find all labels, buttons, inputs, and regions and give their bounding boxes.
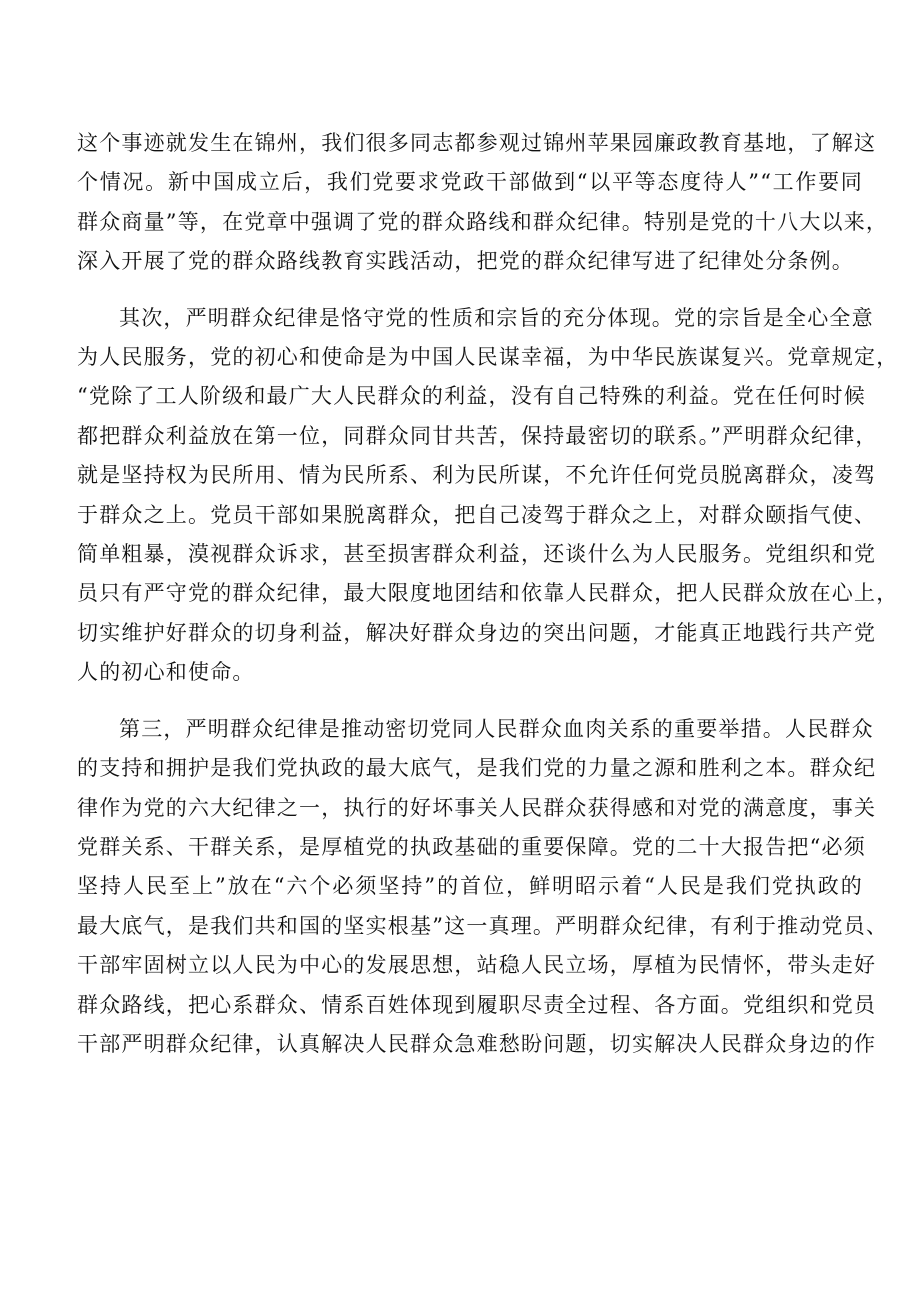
paragraph-line: 群众路线，把心系群众、情系百姓体现到履职尽责全过程、各方面。党组织和党员 (77, 992, 877, 1017)
paragraph-line: 的支持和拥护是我们党执政的最大底气，是我们党的力量之源和胜利之本。群众纪 (77, 756, 877, 781)
paragraph-line: 最大底气，是我们共和国的坚实根基”这一真理。严明群众纪律，有利于推动党员、 (77, 913, 889, 938)
paragraph-3 (77, 710, 889, 1065)
paragraph-line: 深入开展了党的群众路线教育实践活动，把党的群众纪律写进了纪律处分条例。 (77, 249, 854, 274)
paragraph-line: 于群众之上。党员干部如果脱离群众，把自己凌驾于群众之上，对群众颐指气使、 (77, 502, 877, 527)
paragraph-line: 党群关系、干群关系，是厚植党的执政基础的重要保障。党的二十大报告把“必须 (77, 834, 866, 859)
paragraph-line: 群众商量”等，在党章中强调了党的群众路线和群众纪律。特别是党的十八大以来， (77, 209, 889, 234)
paragraph-line: 都把群众利益放在第一位，同群众同甘共苦，保持最密切的联系。”严明群众纪律， (77, 423, 878, 448)
paragraph-line: 律作为党的六大纪律之一，执行的好坏事关人民群众获得感和对党的满意度，事关 (77, 795, 877, 820)
paragraph-line: 简单粗暴，漠视群众诉求，甚至损害群众利益，还谈什么为人民服务。党组织和党 (77, 542, 877, 567)
paragraph-1 (77, 124, 889, 282)
paragraph-line: 坚持人民至上”放在“六个必须坚持”的首位，鲜明昭示着“人民是我们党执政的 (77, 874, 863, 899)
paragraph-line: 就是坚持权为民所用、情为民所系、利为民所谋，不允许任何党员脱离群众，凌驾 (77, 463, 877, 488)
paragraph-line: 员只有严守党的群众纪律，最大限度地团结和依靠人民群众，把人民群众放在心上， (77, 581, 899, 606)
paragraph-line: 个情况。新中国成立后，我们党要求党政干部做到“以平等态度待人”“工作要同 (77, 170, 863, 195)
paragraph-line: 第三，严明群众纪律是推动密切党同人民群众血肉关系的重要举措。人民群众 (119, 716, 874, 741)
paragraph-line: 其次，严明群众纪律是恪守党的性质和宗旨的充分体现。党的宗旨是全心全意 (119, 305, 874, 330)
document-body (77, 124, 899, 1064)
paragraph-line: 切实维护好群众的切身利益，解决好群众身边的突出问题，才能真正地践行共产党 (77, 620, 877, 645)
paragraph-2 (77, 299, 899, 693)
paragraph-line: 这个事迹就发生在锦州，我们很多同志都参观过锦州苹果园廉政教育基地，了解这 (77, 131, 877, 155)
paragraph-line: 人的初心和使命。 (77, 660, 255, 685)
paragraph-line: 干部严明群众纪律，认真解决人民群众急难愁盼问题，切实解决人民群众身边的作 (77, 1031, 877, 1056)
paragraph-line: 为人民服务，党的初心和使命是为中国人民谋幸福，为中华民族谋复兴。党章规定， (77, 345, 899, 370)
paragraph-line: “党除了工人阶级和最广大人民群众的利益，没有自己特殊的利益。党在任何时候 (77, 384, 866, 409)
paragraph-line: 干部牢固树立以人民为中心的发展思想，站稳人民立场，厚植为民情怀，带头走好 (77, 953, 877, 978)
